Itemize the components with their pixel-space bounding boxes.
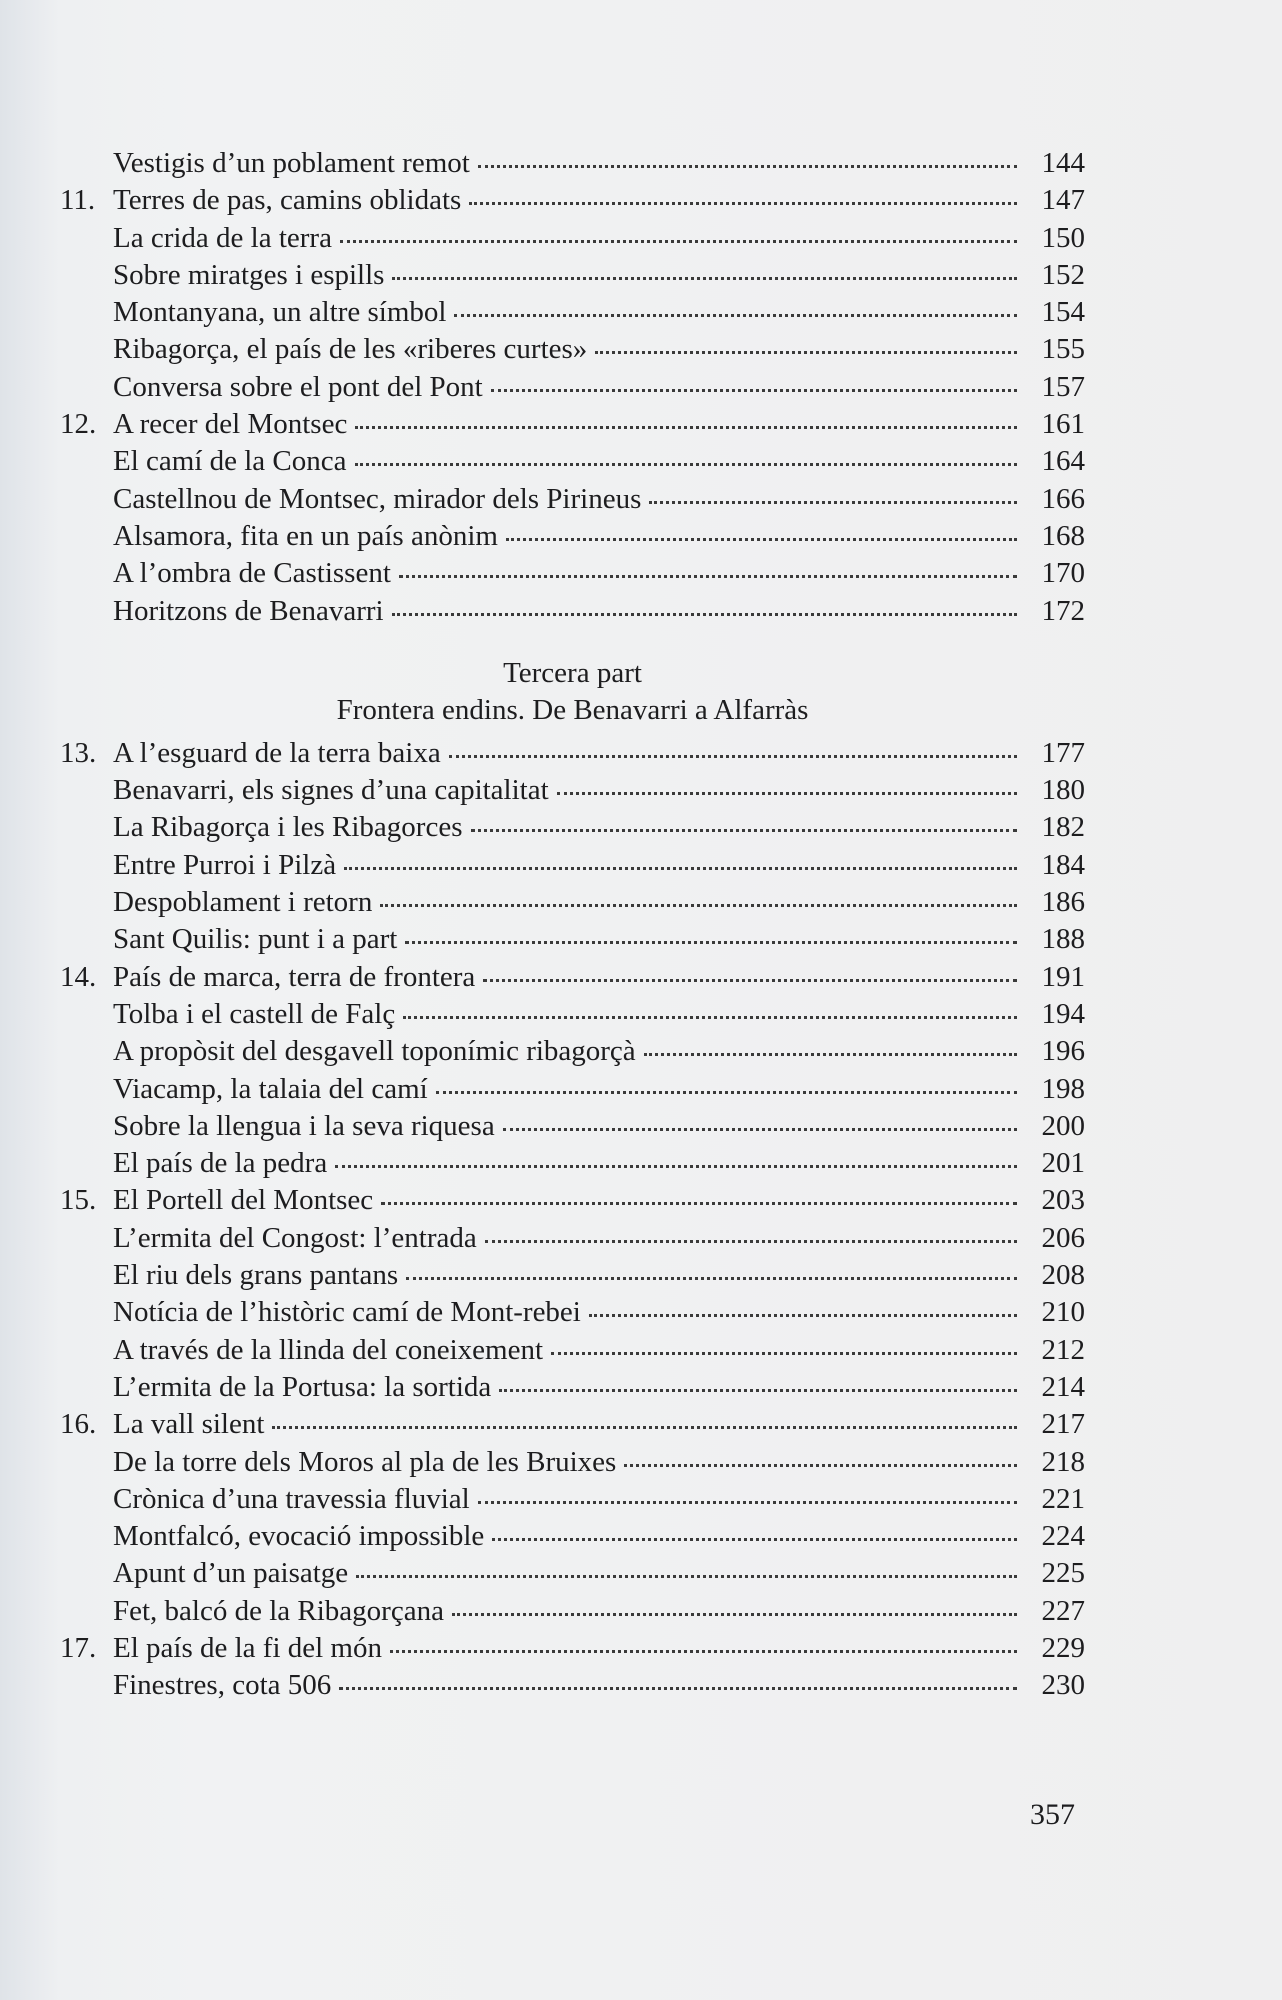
entry-title: País de marca, terra de frontera [113, 960, 476, 993]
entry-page-number: 154 [1041, 296, 1085, 329]
entry-page-number: 198 [1041, 1072, 1085, 1105]
dot-leader [380, 903, 1017, 907]
part-subtitle: Frontera endins. De Benavarri a Alfarràs [336, 693, 809, 726]
toc-entry [60, 481, 1085, 518]
entry-title: Alsamora, fita en un país anònim [113, 519, 498, 552]
entry-title: Notícia de l’històric camí de Mont-rebei [113, 1296, 581, 1329]
entry-page-number: 217 [1041, 1408, 1085, 1441]
dot-leader [392, 612, 1017, 616]
entry-title: El Portell del Montsec [113, 1184, 374, 1217]
entry-title: Entre Purroi i Pilzà [113, 848, 337, 881]
chapter-number: 17. [60, 1631, 97, 1664]
toc-entry [60, 847, 1085, 884]
toc-entry [60, 406, 1085, 443]
entry-page-number: 214 [1041, 1370, 1085, 1403]
entry-title: Vestigis d’un poblament remot [113, 147, 470, 179]
toc-entry [60, 145, 1085, 182]
entry-page-number: 221 [1041, 1482, 1085, 1515]
toc-entry [60, 257, 1085, 294]
dot-leader [644, 1052, 1017, 1056]
entry-title: L’ermita de la Portusa: la sortida [113, 1370, 492, 1403]
entry-page-number: 225 [1041, 1557, 1085, 1590]
page-number: 357 [1030, 1798, 1075, 1831]
dot-leader [589, 1313, 1017, 1317]
dot-leader [449, 754, 1017, 758]
entry-title: El camí de la Conca [113, 445, 347, 478]
entry-page-number: 147 [1041, 184, 1085, 217]
entry-page-number: 152 [1041, 258, 1085, 291]
chapter-number: 15. [60, 1184, 97, 1217]
entry-title: Finestres, cota 506 [113, 1669, 332, 1702]
entry-title: Ribagorça, el país de les «riberes curtes» [113, 333, 588, 366]
toc-section-before [60, 145, 1085, 630]
toc-entry [60, 593, 1085, 630]
entry-page-number: 212 [1041, 1333, 1085, 1366]
dot-leader [344, 866, 1017, 870]
dot-leader [478, 164, 1017, 168]
entry-title: La Ribagorça i les Ribagorces [113, 811, 463, 844]
entry-page-number: 229 [1041, 1631, 1085, 1664]
toc-entry [60, 996, 1085, 1033]
dot-leader [390, 1649, 1017, 1653]
dot-leader [491, 388, 1017, 392]
dot-leader [469, 201, 1017, 205]
toc-entry [60, 518, 1085, 555]
dot-leader [339, 1686, 1017, 1690]
dot-leader [471, 828, 1018, 832]
entry-title: El país de la pedra [113, 1147, 328, 1180]
entry-page-number: 230 [1041, 1669, 1085, 1702]
chapter-number: 12. [60, 408, 97, 441]
toc-section-after [60, 735, 1085, 1705]
entry-page-number: 172 [1041, 594, 1085, 627]
toc-entry [60, 884, 1085, 921]
toc-entry [60, 809, 1085, 846]
dot-leader [624, 1463, 1017, 1467]
toc-entry [60, 1518, 1085, 1555]
entry-page-number: 144 [1041, 147, 1085, 179]
entry-title: La vall silent [113, 1408, 265, 1441]
toc-entry [60, 294, 1085, 331]
entry-page-number: 182 [1041, 811, 1085, 844]
toc-entry [60, 1555, 1085, 1592]
dot-leader [506, 537, 1017, 541]
toc-entry [60, 1481, 1085, 1518]
dot-leader [485, 1239, 1017, 1243]
entry-title: El riu dels grans pantans [113, 1259, 399, 1292]
entry-title: El país de la fi del món [113, 1631, 382, 1664]
entry-page-number: 191 [1041, 960, 1085, 993]
entry-page-number: 203 [1041, 1184, 1085, 1217]
entry-page-number: 194 [1041, 997, 1085, 1030]
dot-leader [483, 978, 1017, 982]
entry-title: Sobre la llengua i la seva riquesa [113, 1109, 495, 1142]
toc-entry [60, 1033, 1085, 1070]
toc-entry [60, 182, 1085, 219]
entry-title: Sobre miratges i espills [113, 258, 385, 291]
chapter-number: 16. [60, 1408, 97, 1441]
toc-entry [60, 331, 1085, 368]
toc-entry [60, 1406, 1085, 1443]
toc-entry [60, 1332, 1085, 1369]
entry-page-number: 201 [1041, 1147, 1085, 1180]
entry-title: Tolba i el castell de Falç [113, 997, 396, 1030]
entry-title: A través de la llinda del coneixement [113, 1333, 544, 1366]
toc-entry [60, 220, 1085, 257]
dot-leader [551, 1351, 1017, 1355]
dot-leader [399, 574, 1017, 578]
toc-entry [60, 443, 1085, 480]
entry-title: De la torre dels Moros al pla de les Bruixes [113, 1445, 617, 1478]
toc-entry [60, 369, 1085, 406]
entry-page-number: 227 [1041, 1594, 1085, 1627]
toc-entry [60, 555, 1085, 592]
entry-page-number: 186 [1041, 886, 1085, 919]
dot-leader [452, 1612, 1017, 1616]
toc-entry [60, 1444, 1085, 1481]
entry-title: A propòsit del desgavell toponímic ribagorçà [113, 1035, 636, 1068]
chapter-number: 14. [60, 960, 97, 993]
entry-page-number: 155 [1041, 333, 1085, 366]
dot-leader [595, 350, 1017, 354]
entry-page-number: 180 [1041, 774, 1085, 807]
toc-entry [60, 1108, 1085, 1145]
entry-page-number: 177 [1041, 736, 1085, 769]
entry-page-number: 188 [1041, 923, 1085, 956]
entry-title: A recer del Montsec [113, 408, 348, 441]
entry-title: L’ermita del Congost: l’entrada [113, 1221, 477, 1254]
entry-page-number: 166 [1041, 482, 1085, 515]
entry-title: Conversa sobre el pont del Pont [113, 370, 483, 403]
entry-page-number: 218 [1041, 1445, 1085, 1478]
toc-entry [60, 1593, 1085, 1630]
dot-leader [649, 500, 1017, 504]
entry-page-number: 208 [1041, 1259, 1085, 1292]
toc-entry [60, 1630, 1085, 1667]
dot-leader [381, 1201, 1017, 1205]
dot-leader [356, 1574, 1017, 1578]
entry-title: Despoblament i retorn [113, 886, 373, 919]
dot-leader [478, 1500, 1017, 1504]
toc-entry [60, 772, 1085, 809]
entry-page-number: 184 [1041, 848, 1085, 881]
entry-title: Fet, balcó de la Ribagorçana [113, 1594, 444, 1627]
entry-title: Apunt d’un paisatge [113, 1557, 349, 1590]
entry-page-number: 224 [1041, 1520, 1085, 1553]
toc-entry [60, 921, 1085, 958]
entry-title: A l’ombra de Castissent [113, 557, 391, 590]
dot-leader [272, 1425, 1017, 1429]
entry-page-number: 210 [1041, 1296, 1085, 1329]
toc-entry [60, 1220, 1085, 1257]
part-heading [60, 655, 1085, 729]
entry-page-number: 200 [1041, 1109, 1085, 1142]
dot-leader [355, 462, 1017, 466]
dot-leader [335, 1164, 1017, 1168]
dot-leader [403, 1015, 1017, 1019]
chapter-number: 13. [60, 736, 97, 769]
toc-entry [60, 1257, 1085, 1294]
toc-entry [60, 1145, 1085, 1182]
entry-title: Terres de pas, camins oblidats [113, 184, 462, 217]
toc-entry [60, 959, 1085, 996]
entry-page-number: 170 [1041, 557, 1085, 590]
dot-leader [499, 1388, 1017, 1392]
toc-entry [60, 1294, 1085, 1331]
part-label: Tercera part [503, 656, 642, 689]
entry-title: Crònica d’una travessia fluvial [113, 1482, 470, 1515]
entry-title: Montfalcó, evocació impossible [113, 1520, 485, 1553]
toc-entry [60, 1369, 1085, 1406]
entry-page-number: 196 [1041, 1035, 1085, 1068]
entry-title: A l’esguard de la terra baixa [113, 736, 441, 769]
toc-entry [60, 1071, 1085, 1108]
dot-leader [454, 313, 1017, 317]
entry-title: Horitzons de Benavarri [113, 594, 384, 627]
dot-leader [503, 1127, 1017, 1131]
toc-entry [60, 1667, 1085, 1704]
toc-entry [60, 1182, 1085, 1219]
entry-title: La crida de la terra [113, 221, 332, 254]
entry-page-number: 157 [1041, 370, 1085, 403]
dot-leader [405, 940, 1017, 944]
dot-leader [557, 791, 1017, 795]
dot-leader [355, 425, 1017, 429]
table-of-contents [60, 145, 1085, 1705]
entry-page-number: 168 [1041, 519, 1085, 552]
dot-leader [392, 276, 1017, 280]
entry-page-number: 161 [1041, 408, 1085, 441]
entry-page-number: 164 [1041, 445, 1085, 478]
entry-page-number: 206 [1041, 1221, 1085, 1254]
chapter-number: 11. [60, 184, 96, 217]
entry-title: Benavarri, els signes d’una capitalitat [113, 774, 549, 807]
dot-leader [492, 1537, 1017, 1541]
dot-leader [406, 1276, 1017, 1280]
dot-leader [436, 1090, 1017, 1094]
entry-title: Montanyana, un altre símbol [113, 296, 447, 329]
dot-leader [340, 239, 1017, 243]
entry-title: Viacamp, la talaia del camí [113, 1072, 428, 1105]
entry-page-number: 150 [1041, 221, 1085, 254]
entry-title: Castellnou de Montsec, mirador dels Pirineus [113, 482, 642, 515]
entry-title: Sant Quilis: punt i a part [113, 923, 398, 956]
toc-entry [60, 735, 1085, 772]
